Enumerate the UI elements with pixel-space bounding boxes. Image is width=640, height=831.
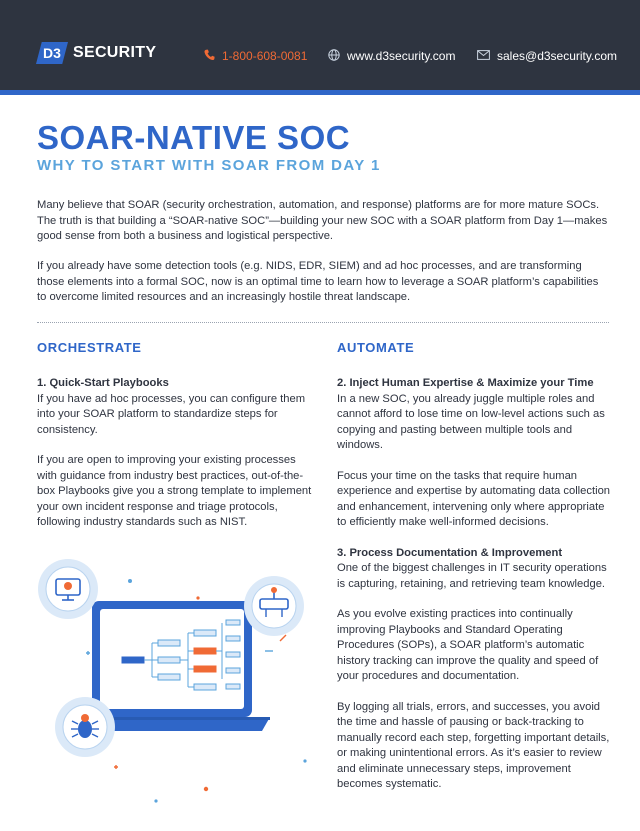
automate-paragraph-4: As you evolve existing practices into continually improving Playbooks and Standard Operating Procedures (SOPs), a SOAR platform’s automatic history tracking can improve the quality and speed of your procedures and documentation. (337, 608, 599, 682)
soar-illustration (30, 553, 320, 813)
orchestrate-column (37, 340, 312, 531)
automate-column (337, 340, 612, 793)
automate-paragraph-5: By logging all trials, errors, and successes, you avoid the time and hassle of pausing or back-tracking to manually record each step, forgetting important details, or making unintentional errors. As it’s easier to review and eliminate unnecessary steps, improvement becomes systematic. (337, 700, 610, 790)
process-documentation-title: 3. Process Documentation & Improvement (337, 546, 563, 559)
header-bar (0, 0, 640, 90)
page-title: SOAR-NATIVE SOC (37, 119, 351, 156)
orchestrate-heading: ORCHESTRATE (37, 340, 142, 355)
email-contact[interactable] (477, 47, 617, 65)
website-link: www.d3security.com (347, 49, 456, 63)
human-expertise-title: 2. Inject Human Expertise & Maximize your Time (337, 377, 594, 389)
automate-heading: AUTOMATE (337, 340, 415, 355)
intro-paragraph-1: Many believe that SOAR (security orchestration, automation, and response) platforms are for more mature SOCs. The truth is that building a “SOAR-native SOC”—building your new SOC with a SOAR platform from Day 1—makes good sense from both a business and logistical perspective. (37, 199, 608, 242)
network-node-icon (244, 576, 304, 636)
section-divider (37, 322, 609, 323)
monitor-alert-icon (38, 559, 98, 619)
page-subtitle: WHY TO START WITH SOAR FROM DAY 1 (37, 157, 381, 174)
orchestrate-paragraph-1: If you have ad hoc processes, you can configure them into your SOAR platform to standardize steps for consistency. (37, 392, 306, 436)
orchestrate-paragraph-2: If you are open to improving your existing processes with guidance from industry best practices, out-of-the-box Playbooks give you a strong template to implement your own incident response and triage protocols, following industry standards such as NIST. (37, 454, 312, 528)
header-accent-stripe (0, 90, 640, 95)
logo-text: SECURITY (73, 44, 157, 61)
email-link: sales@d3security.com (497, 49, 617, 63)
website-contact[interactable] (328, 47, 455, 65)
automate-paragraph-1: In a new SOC, you already juggle multiple roles and cannot afford to lose time on low-level actions such as copying and pasting between multiple tools and windows. (337, 392, 605, 451)
envelope-icon (477, 49, 490, 63)
d3-security-logo[interactable] (36, 41, 156, 65)
automate-paragraph-2: Focus your time on the tasks that require human experience and expertise by automating data collection and enhancement, intervening only where appropriate to efficiently make well-informed decisions. (337, 469, 611, 528)
quick-start-playbooks-title: 1. Quick-Start Playbooks (37, 377, 169, 389)
intro-paragraph-2: If you already have some detection tools (e.g. NIDS, EDR, SIEM) and ad hoc processes, and are transforming those elements into a formal SOC, now is an optimal time to learn how to leverage a SOAR platform’s capabilities to overcome limited resources and an increasingly hostile threat landscape. (37, 260, 599, 303)
phone-icon (204, 49, 215, 64)
phone-number: 1-800-608-0081 (222, 49, 308, 63)
automate-paragraph-3: One of the biggest challenges in IT security operations is capturing, retaining, and retrieving team knowledge. (337, 562, 607, 590)
phone-contact[interactable] (204, 47, 307, 65)
d3-logo-mark: D3 (36, 42, 68, 64)
bug-icon (55, 697, 115, 757)
globe-icon (328, 49, 340, 64)
